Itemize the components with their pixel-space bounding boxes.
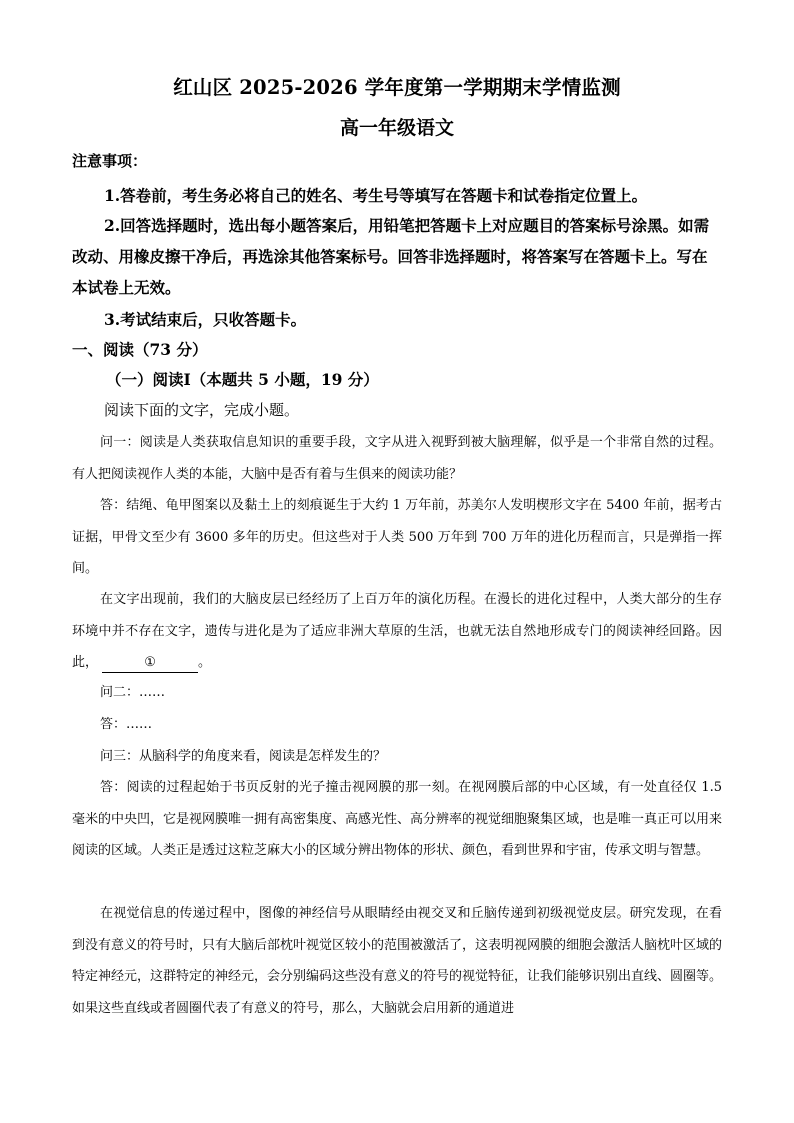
- exam-title: 红山区 2025-2026 学年度第一学期期末学情监测: [173, 76, 621, 99]
- passage-paragraph: 答：……: [100, 717, 153, 732]
- passage-paragraph: 问一：阅读是人类获取信息知识的重要手段，文字从进入视野到被大脑理解，似乎是一个非常自然的过程。有人把阅读视作人类的本能，大脑中是否有着与生俱来的阅读功能？: [72, 435, 722, 482]
- notice-item-1: 1.答卷前，考生务必将自己的姓名、考生号等填写在答题卡和试卷指定位置上。: [104, 186, 648, 205]
- section-heading: 一、阅读（73 分）: [72, 340, 208, 359]
- passage-paragraph: 答：结绳、龟甲图案以及黏土上的刻痕诞生于大约 1 万年前，苏美尔人发明楔形文字在 5400 年前，据考古证据，甲骨文至少有 3600 多年的历史。但这些对于人类 500 万年到 700 万年的进化历程而言，只是弹指一挥间。: [72, 498, 722, 576]
- notice-heading: 注意事项：: [72, 152, 148, 170]
- subsection-heading: （一）阅读Ⅰ（本题共 5 小题，19 分）: [106, 370, 379, 389]
- paragraph-end: 。: [198, 655, 212, 670]
- exam-subtitle: 高一年级语文: [339, 117, 454, 139]
- paragraph-text: 在文字出现前，我们的大脑皮层已经经历了上百万年的演化历程。在漫长的进化过程中，人类大部分的生存环境中并不存在文字，遗传与进化是为了适应非洲大草原的生活，也就无法自然地形成专门的阅读神经回路。因此，: [72, 592, 722, 670]
- fill-in-blank: ①: [102, 654, 198, 673]
- notice-item-3: 3.考试结束后，只收答题卡。: [104, 310, 307, 329]
- section-instruction: 阅读下面的文字，完成小题。: [104, 402, 300, 419]
- passage-paragraph: 答：阅读的过程起始于书页反射的光子撞击视网膜的那一刻。在视网膜后部的中心区域，有一处直径仅 1.5 毫米的中央凹，它是视网膜唯一拥有高密集度、高感光性、高分辨率的视觉细胞聚集区域，也是唯一真正可以用来阅读的区域。人类正是透过这粒芝麻大小的区域分辨出物体的形状、颜色，看到世界和宇宙，传承文明与智慧。: [72, 780, 723, 858]
- passage-paragraph-with-blank: [72, 584, 722, 679]
- notice-item-2: 2.回答选择题时，选出每小题答案后，用铅笔把答题卡上对应题目的答案标号涂黑。如需改动、用橡皮擦干净后，再选涂其他答案标号。回答非选择题时，将答案写在答题卡上。写在本试卷上无效。: [72, 216, 710, 297]
- passage-paragraph: 问三：从脑科学的角度来看，阅读是怎样发生的？: [100, 749, 387, 764]
- passage-paragraph: 在视觉信息的传递过程中，图像的神经信号从眼睛经由视交叉和丘脑传递到初级视觉皮层。研究发现，在看到没有意义的符号时，只有大脑后部枕叶视觉区较小的范围被激活了，这表明视网膜的细胞会激活人脑枕叶区域的特定神经元，这群特定的神经元，会分别编码这些没有意义的符号的视觉特征，让我们能够识别出直线、圆圈等。如果这些直线或者圆圈代表了有意义的符号，那么，大脑就会启用新的通道进: [72, 906, 723, 1016]
- passage-paragraph: 问二：……: [100, 685, 166, 700]
